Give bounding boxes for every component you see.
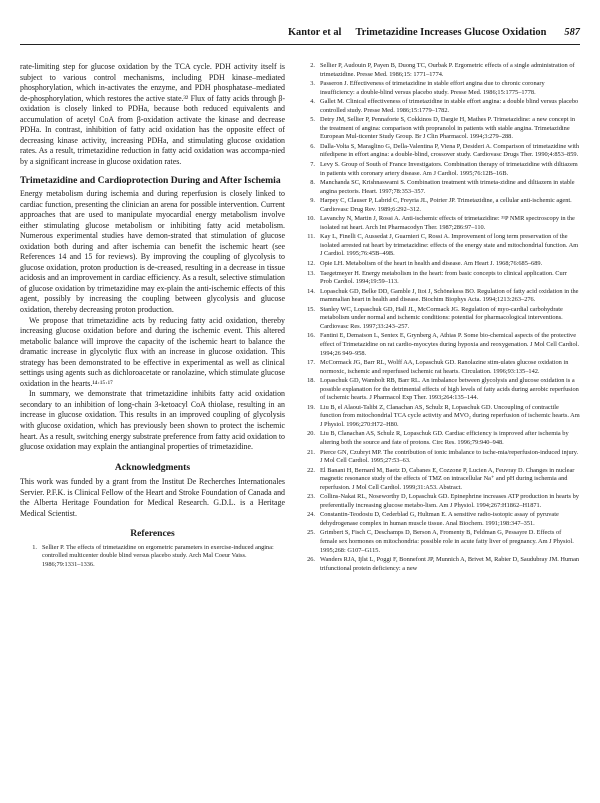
reference-item [298,359,580,376]
references-heading: References [130,528,175,540]
reference-number: 18. [307,377,315,385]
reference-text: Taegetmeyer H. Energy metabolism in the heart: from basic concepts to clinical application. Curr Prob Cardiol. 1994;19:59–113. [320,269,567,286]
reference-text: Collins-Nakai RL, Noseworthy D, Lopaschuk GD. Epinephrine increases ATP production in hearts by preferentially increasing glucose metabo-lism. Am J Physiol. 1994;267:H1862–H1871. [320,493,579,509]
reference-text: Grimbert S, Fisch C, Deschamps D, Berson A, Fromenty B, Feldman G, Pessayre D. Effects of female sex hormones on mitochondria: possible role in acute fatty liver of pregnancy. Am J Physiol. 1995;268: G107–G115. [320,529,574,554]
section-paragraph-2: We propose that trimetazidine acts by reducing fatty acid oxidation, thereby increasing glucose oxidation before and during the ischemic event. This altered metabolic balance will improve the capacity of the ischemic heart to balance the dramatic increase in glycolytic flux with an increase in glucose oxidation. This strategy has been demonstrated to be effective in experimental as well as clinical settings using agents such as dichloroacetate or ranolazine, which stimulate glucose oxidation in the hearts.¹⁴·¹⁵·¹⁷ [20,315,285,388]
reference-item [298,467,580,493]
reference-number: 11. [307,233,315,241]
reference-item [298,430,580,447]
reference-number: 22. [307,466,315,474]
reference-text: Harpey C, Clauser P, Labrid C, Freyria JL, Poirier JP. Trimetazidine, a cellular anti-ischemic agent. Cardiovasc Drug Rev. 1989;6:292–312. [320,197,572,213]
reference-number: 19. [307,403,315,411]
reference-text: El Banani H, Bernard M, Baetz D, Cabanes E, Cozzone P, Lucien A, Feuvray D. Changes in nuclear magnetic resonance study of the effects of TMZ on intracellular Na⁺ and pH during ischemia and reperfusion. J Mol Cell Cardiol. 1999;31:A53. Abstract. [320,466,575,491]
reference-text: Stanley WC, Lopaschuk GD, Hall JL, McCormack JG. Regulation of myo-cardial carbohydrate metabolism under normal and ischemic conditions: potential for pharmacological interventions. Cardiovasc Res. 1997;33:243–257. [320,305,563,330]
reference-number: 5. [310,116,315,124]
reference-item [298,233,580,259]
left-column [20,62,285,570]
reference-number: 6. [310,142,315,150]
reference-number: 24. [307,511,315,519]
reference-number: 26. [307,556,315,564]
reference-number: 23. [307,493,315,501]
reference-item [298,511,580,528]
section-paragraph-3: In summary, we demonstrate that trimetazidine inhibits fatty acid oxidation secondary to an inhibition of long-chain 3-ketoacyl CoA thiolase, resulting in an increase in glucose oxidation. This results in an improved coupling of glycolysis with glucose oxidation, which has previously been shown to protect the ischemic heart. As a result, switching energy substrate preference from fatty acid oxidation to glucose oxidation may explain the antianginal properties of trimetazidine. [20,389,285,452]
acknowledgments-heading: Acknowledgments [114,461,191,473]
reference-number: 13. [307,269,315,277]
reference-number: 4. [310,98,315,106]
reference-text: Constantin-Teodosiu D, Cederblad G, Hultman E. A sensitive radio-isotopic assay of pyruvate dehydrogenase complex in human muscle tissue. Anal Biochem. 1991;198:347–351. [320,511,559,527]
reference-item [298,404,580,430]
reference-text: Gallet M. Clinical effectiveness of trimetazidine in stable effort angina: a double blind versus placebo controlled study. Presse Med. 1986;15:1779–1782. [320,98,579,114]
acknowledgments-text: This work was funded by a grant from the Institut De Recherches Internationales Servier. P.F.K. is Clinical Fellow of the Heart and Stroke Foundation of Canada and the Alberta Heritage Foundation for Medical Research. G.D.L. is a Heritage Medical Scientist. [20,477,285,518]
reference-text: Lopaschuk GD, Wambolt RB, Barr RL. An imbalance between glycolysis and glucose oxidation is a possible explanation for the detrimental effects of high levels of fatty acids during aerobic reperfusion of ischemic hearts. J Pharmacol Exp Ther. 1993;264:135–144. [320,377,579,402]
reference-number: 8. [310,179,315,187]
reference-item [298,197,580,214]
reference-item [298,332,580,358]
reference-item [298,143,580,160]
reference-number: 3. [310,80,315,88]
page-number: 587 [564,27,580,38]
section-heading: Trimetazidine and Cardioprotection During and After Ischemia [20,175,281,187]
reference-text: Kay L, Finelli C, Aussedat J, Guarnieri C, Rossi A. Improvement of long term preservation of the isolated arrested rat heart by trimetazidine: effects of the energy state and mitochondrial function. Am J Cardiol. 1995;76:45B–49B. [320,233,579,258]
reference-text: Lavanchy N, Martin J, Rossi A. Anti-ischemic effects of trimetazidine: ³¹P NMR spectroscopy in the isolated rat heart. Arch Int Pharmacodyn Ther. 1987;286:97–110. [320,215,575,231]
reference-number: 7. [310,161,315,169]
reference-number: 21. [307,448,315,456]
reference-text: Passeron J. Effectiveness of trimetazidine in stable effort angina due to chronic coronary insufficiency: a double-blind versus placebo study. Presse Med. 1986;15:1775–1778. [320,80,545,96]
intro-paragraph: rate-limiting step for glucose oxidation by the TCA cycle. PDH activity itself is subject to various control mechanisms, including PDH kinase–mediated phosphorylation, which in-activates the enzyme, and PDH phosphatase–mediated de-phosphorylation, which restores the active state.³² Flux of fatty acids through β-oxidation is closely linked to PDHa, because both reduced equivalents and accumulation of acetyl CoA from β-oxidation activate the kinase and decrease PDHa. In contrast, inhibition of fatty acid oxidation has the opposite effect of decreasing kinase activity, increasing PDHa, and stimulating glucose oxidation rates. As a result, trimetazidine reduction in fatty acid oxidation was accompa-nied by a significant increase in glucose oxidation rates. [20,62,285,166]
reference-text: Opie LH. Metabolism of the heart in health and disease. Am Heart J. 1968;76:685–689. [320,260,543,268]
reference-item [298,161,580,178]
running-head-authors: Kantor et al [287,27,342,38]
reference-item [298,116,580,142]
reference-text: Wanders RJA, Ijlst L, Poggi F, Bonnefont JP, Munnich A, Brivet M, Rabier D, Saudubray JM. Human trifunctional protein deficiency: a new [320,556,580,572]
reference-item [298,260,580,269]
reference-text: Fantini E, Demaison L, Sentex E, Grynberg A, Athias P. Some bio-chemical aspects of the protective effect of Trimetazidine on rat cardio-myocytes during hypoxia and reoxygenation. J Mol Cell Cardiol. 1994;26 949–958. [320,332,580,357]
reference-number: 14. [307,287,315,295]
reference-number: 10. [307,215,315,223]
header-rule [20,44,580,45]
running-head-title: Trimetazidine Increases Glucose Oxidation [355,27,547,38]
reference-number: 15. [307,305,315,313]
reference-item [298,62,580,79]
right-column-references [298,62,580,574]
reference-item [298,288,580,305]
reference-text: Dalla-Volta S, Maraglino G, Della-Valentina P, Viena P, Desideri A. Comparison of trimetazidine with nifedipene in effort angina: a double-blind, crossover study. Cardiovasc Drugs Ther. 1990;4:853–859. [320,142,580,159]
reference-item [298,270,580,287]
reference-number: 12. [307,260,315,268]
reference-item [298,179,580,196]
reference-item [298,377,580,403]
reference-item [298,529,580,555]
reference-item [298,80,580,97]
reference-number: 17. [307,359,315,367]
reference-item [298,556,580,573]
reference-number: 1. [32,543,37,551]
reference-text: Lopaschuk GD, Belke DD, Gamble J, Itoi J, Schönekess BO. Regulation of fatty acid oxidation in the mammalian heart in health and disease. Biochim Biophys Acta. 1994;1213:263–276. [320,287,579,304]
reference-number: 9. [310,197,315,205]
reference-number: 25. [307,529,315,537]
reference-text: Sellier P. The effects of trimetazidine on ergometric parameters in exercise-induced angina: controlled multicenter double blind versus placebo study. Arch Mal Coeur Vaiss. 1986;79:1331–1336. [42,543,274,568]
reference-item [298,306,580,332]
reference-text: Levy S. Group of South of France Investigators. Combination therapy of trimetazidine with diltiazem in patients with coronary artery disease. Am J Cardiol. 1995;76:12B–16B. [320,161,578,177]
reference-text: Detry JM, Sellier P, Pennaforte S, Cokkinos D, Dargie H, Mathes P. Trimetazidine: a new concept in the treatment of angina: comparison with propranolol in patients with stable angina. Trimetazidine European Mul-ticenter Study Group. Br J Clin Pharmacol. 1994;3:279–288. [320,116,576,141]
running-head [20,27,580,43]
reference-number: 2. [310,62,315,69]
reference-text: McCormack JG, Barr RL, Wolff AA, Lopaschuk GD. Ranolazine stim-ulates glucose oxidation in normoxic, ischemic and reperfused ischemic rat hearts. Circulation. 1996;93:135–142. [320,359,569,375]
reference-item [298,98,580,115]
reference-text: Liu B, el Alaoui-Talibi Z, Clanachan AS, Schulz R, Lopaschuk GD. Uncoupling of contractile function from mitochondrial TCA cycle activity and MVO₂ during reperfusion of ischemic hearts. Am J Physiol. 1996;270:H72–H80. [320,403,580,428]
section-paragraph-1: Energy metabolism during ischemia and during reperfusion is closely linked to cardiac function, presenting the clinician an arena for possible intervention. Current approaches that are used to manipulate myocardial energy metabolism involve either stimulating glucose metabolism or inhibiting fatty acid metabolism. Numerous experimental studies have demon-strated that stimulation of glucose oxidation both during and after ischemia can benefit the ischemic heart (see References 14 and 15 for reviews). By improving the coupling of glycolysis to glucose oxidation, proton production is de-creased, resulting in a decrease in tissue acidosis and an improvement in cardiac efficiency. As a result, selective stimulation of glucose oxidation by trimetazidine may ex-plain the anti-ischemic effects of this agent, possibly by increasing the coupling between glycolysis and glucose oxidation, thereby decreasing proton production. [20,188,285,314]
reference-item [20,544,285,570]
reference-number: 20. [307,430,315,438]
reference-text: Sellier P, Audouin P, Payen B, Duong TC, Ourbak P. Ergometric effects of a single administration of trimetazidine. Presse Med. 1986;15: 1771–1774. [320,62,575,78]
reference-text: Manchanda SC, Krishnaswami S. Combination treatment with trimeta-zidine and diltiazem in stable angina pectoris. Heart. 1997;78:353–357. [320,179,575,195]
reference-item [298,449,580,466]
reference-text: Liu B, Clanachan AS, Schulz R, Lopaschuk GD. Cardiac efficiency is improved after ischemia by altering both the source and fate of protons. Circ Res. 1996;79:940–948. [320,430,569,446]
reference-item [298,493,580,510]
reference-text: Pierce GN, Czubryt MP. The contribution of ionic imbalance to ische-mia/reperfusion-induced injury. J Mol Cell Cardiol. 1995;27:53–63. [320,448,579,465]
reference-item [298,215,580,232]
reference-number: 16. [307,332,315,340]
